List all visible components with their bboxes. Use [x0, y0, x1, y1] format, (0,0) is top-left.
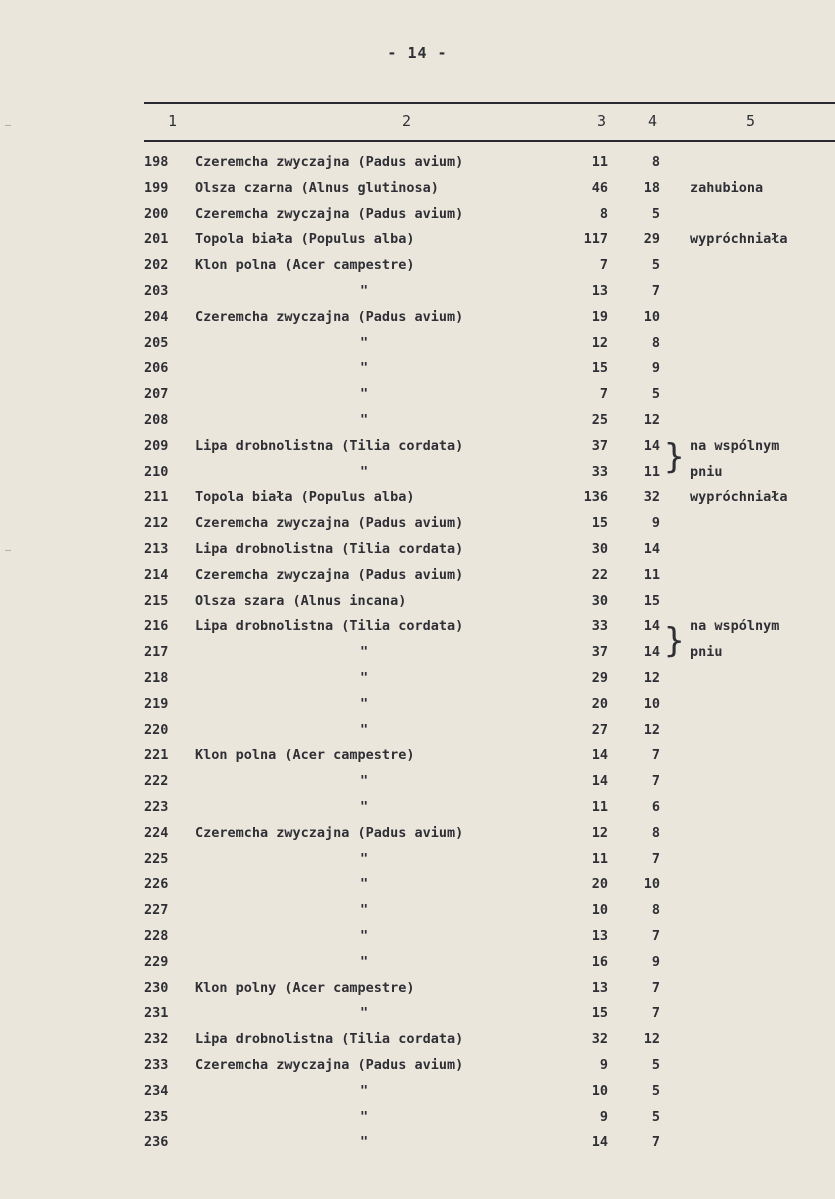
table-row — [0, 206, 835, 232]
ditto-mark: " — [360, 1082, 369, 1099]
ditto-mark: " — [360, 876, 369, 893]
remark: zahubiona — [690, 179, 764, 196]
row-number: 199 — [144, 179, 169, 196]
value-col3: 29 — [591, 670, 608, 686]
value-col4: 7 — [651, 979, 660, 996]
value-col4: 12 — [643, 670, 660, 686]
value-col3: 14 — [591, 1134, 608, 1151]
margin-mark: – — [5, 120, 12, 131]
table-row — [0, 154, 835, 180]
species-name: Olsza szara (Alnus incana) — [195, 592, 407, 609]
value-col3: 9 — [599, 1057, 608, 1073]
remark: wypróchniała — [690, 231, 788, 248]
value-col3: 10 — [591, 1082, 608, 1099]
table-row — [0, 335, 835, 361]
table-row — [0, 231, 835, 257]
value-col4: 5 — [651, 257, 660, 274]
value-col3: 32 — [591, 1031, 608, 1048]
value-col3: 20 — [591, 695, 608, 712]
table-row — [0, 1057, 835, 1083]
species-name: Czeremcha zwyczajna (Padus avium) — [195, 308, 464, 325]
value-col4: 15 — [643, 592, 660, 609]
value-col3: 22 — [591, 566, 608, 583]
table-header-rule — [144, 140, 835, 142]
value-col3: 20 — [591, 876, 608, 893]
ditto-mark: " — [360, 902, 369, 919]
table-row — [0, 180, 835, 206]
table-row — [0, 283, 835, 309]
row-number: 209 — [144, 437, 169, 454]
table-row — [0, 541, 835, 567]
value-col4: 12 — [643, 721, 660, 738]
row-number: 227 — [144, 902, 169, 919]
value-col4: 8 — [651, 334, 660, 351]
value-col4: 7 — [651, 1134, 660, 1151]
table-row — [0, 670, 835, 696]
value-col3: 15 — [591, 515, 608, 532]
row-number: 230 — [144, 979, 169, 996]
row-number: 212 — [144, 515, 169, 532]
ditto-mark: " — [360, 670, 369, 686]
ditto-mark: " — [360, 721, 369, 738]
row-number: 222 — [144, 773, 169, 790]
table-row — [0, 412, 835, 438]
row-number: 236 — [144, 1134, 169, 1151]
table-row — [0, 257, 835, 283]
species-name: Czeremcha zwyczajna (Padus avium) — [195, 824, 464, 841]
remark: na wspólnym — [690, 618, 780, 635]
row-number: 234 — [144, 1082, 169, 1099]
value-col4: 32 — [643, 489, 660, 506]
value-col4: 7 — [651, 773, 660, 790]
table-row — [0, 618, 835, 644]
remark: pniu — [690, 463, 723, 480]
table-row — [0, 593, 835, 619]
value-col4: 11 — [643, 566, 660, 583]
species-name: Klon polna (Acer campestre) — [195, 747, 415, 764]
table-row — [0, 954, 835, 980]
ditto-mark: " — [360, 360, 369, 377]
species-name: Klon polna (Acer campestre) — [195, 257, 415, 274]
row-number: 218 — [144, 670, 169, 686]
value-col3: 37 — [591, 437, 608, 454]
table-row — [0, 1109, 835, 1135]
row-number: 232 — [144, 1031, 169, 1048]
value-col3: 37 — [591, 644, 608, 661]
row-number: 214 — [144, 566, 169, 583]
table-row — [0, 773, 835, 799]
value-col3: 30 — [591, 592, 608, 609]
value-col3: 7 — [599, 386, 608, 403]
table-row — [0, 825, 835, 851]
value-col4: 12 — [643, 412, 660, 428]
table-row — [0, 902, 835, 928]
ditto-mark: " — [360, 850, 369, 867]
row-number: 207 — [144, 386, 169, 403]
value-col3: 11 — [591, 850, 608, 867]
value-col4: 7 — [651, 928, 660, 944]
row-number: 216 — [144, 618, 169, 635]
table-row — [0, 696, 835, 722]
brace-icon: } — [664, 621, 685, 661]
row-number: 198 — [144, 154, 169, 170]
value-col3: 13 — [591, 928, 608, 944]
value-col3: 13 — [591, 283, 608, 299]
value-col4: 10 — [643, 876, 660, 893]
row-number: 205 — [144, 334, 169, 351]
value-col4: 9 — [651, 515, 660, 532]
table-row — [0, 515, 835, 541]
value-col3: 15 — [591, 1005, 608, 1022]
value-col4: 10 — [643, 308, 660, 325]
value-col4: 5 — [651, 386, 660, 403]
value-col4: 5 — [651, 1108, 660, 1125]
row-number: 235 — [144, 1108, 169, 1125]
value-col3: 9 — [599, 1108, 608, 1125]
species-name: Topola biała (Populus alba) — [195, 231, 415, 248]
value-col3: 13 — [591, 979, 608, 996]
ditto-mark: " — [360, 928, 369, 944]
column-header-4: 4 — [648, 112, 658, 130]
row-number: 229 — [144, 953, 169, 970]
species-name: Klon polny (Acer campestre) — [195, 979, 415, 996]
table-row — [0, 799, 835, 825]
species-name: Lipa drobnolistna (Tilia cordata) — [195, 1031, 464, 1048]
value-col4: 10 — [643, 695, 660, 712]
table-row — [0, 1031, 835, 1057]
species-name: Lipa drobnolistna (Tilia cordata) — [195, 541, 464, 557]
value-col4: 12 — [643, 1031, 660, 1048]
row-number: 208 — [144, 412, 169, 428]
table-row — [0, 438, 835, 464]
value-col3: 14 — [591, 747, 608, 764]
value-col4: 14 — [643, 437, 660, 454]
column-header-3: 3 — [597, 112, 607, 130]
species-name: Czeremcha zwyczajna (Padus avium) — [195, 205, 464, 222]
table-row — [0, 386, 835, 412]
value-col4: 8 — [651, 824, 660, 841]
value-col3: 27 — [591, 721, 608, 738]
table-row — [0, 567, 835, 593]
value-col3: 25 — [591, 412, 608, 428]
value-col4: 7 — [651, 283, 660, 299]
ditto-mark: " — [360, 799, 369, 815]
remark: na wspólnym — [690, 437, 780, 454]
ditto-mark: " — [360, 1108, 369, 1125]
row-number: 228 — [144, 928, 169, 944]
species-name: Czeremcha zwyczajna (Padus avium) — [195, 154, 464, 170]
value-col3: 11 — [591, 799, 608, 815]
ditto-mark: " — [360, 386, 369, 403]
value-col3: 30 — [591, 541, 608, 557]
value-col4: 8 — [651, 902, 660, 919]
species-name: Lipa drobnolistna (Tilia cordata) — [195, 437, 464, 454]
value-col3: 117 — [583, 231, 608, 248]
value-col3: 7 — [599, 257, 608, 274]
row-number: 215 — [144, 592, 169, 609]
row-number: 211 — [144, 489, 169, 506]
value-col4: 9 — [651, 360, 660, 377]
row-number: 203 — [144, 283, 169, 299]
value-col4: 5 — [651, 1082, 660, 1099]
brace-icon: } — [664, 437, 685, 477]
value-col3: 11 — [591, 154, 608, 170]
value-col3: 46 — [591, 179, 608, 196]
row-number: 231 — [144, 1005, 169, 1022]
value-col4: 7 — [651, 1005, 660, 1022]
value-col4: 9 — [651, 953, 660, 970]
ditto-mark: " — [360, 773, 369, 790]
remark: wypróchniała — [690, 489, 788, 506]
species-name: Czeremcha zwyczajna (Padus avium) — [195, 515, 464, 532]
row-number: 204 — [144, 308, 169, 325]
row-number: 223 — [144, 799, 169, 815]
table-row — [0, 464, 835, 490]
ditto-mark: " — [360, 953, 369, 970]
column-header-5: 5 — [746, 112, 756, 130]
table-row — [0, 876, 835, 902]
ditto-mark: " — [360, 334, 369, 351]
table-row — [0, 309, 835, 335]
ditto-mark: " — [360, 695, 369, 712]
row-number: 219 — [144, 695, 169, 712]
remark: pniu — [690, 644, 723, 661]
row-number: 233 — [144, 1057, 169, 1073]
row-number: 217 — [144, 644, 169, 661]
value-col3: 19 — [591, 308, 608, 325]
column-header-2: 2 — [402, 112, 412, 130]
column-header-1: 1 — [168, 112, 178, 130]
value-col3: 33 — [591, 463, 608, 480]
row-number: 210 — [144, 463, 169, 480]
row-number: 206 — [144, 360, 169, 377]
value-col3: 8 — [599, 205, 608, 222]
table-row — [0, 489, 835, 515]
row-number: 224 — [144, 824, 169, 841]
species-name: Czeremcha zwyczajna (Padus avium) — [195, 566, 464, 583]
value-col3: 12 — [591, 824, 608, 841]
value-col4: 29 — [643, 231, 660, 248]
value-col4: 7 — [651, 850, 660, 867]
ditto-mark: " — [360, 463, 369, 480]
species-name: Olsza czarna (Alnus glutinosa) — [195, 179, 439, 196]
ditto-mark: " — [360, 412, 369, 428]
row-number: 200 — [144, 205, 169, 222]
value-col4: 18 — [643, 179, 660, 196]
table-row — [0, 1083, 835, 1109]
table-row — [0, 980, 835, 1006]
value-col3: 15 — [591, 360, 608, 377]
table-row — [0, 360, 835, 386]
value-col4: 7 — [651, 747, 660, 764]
species-name: Topola biała (Populus alba) — [195, 489, 415, 506]
ditto-mark: " — [360, 1005, 369, 1022]
table-row — [0, 928, 835, 954]
margin-mark: – — [5, 545, 12, 556]
row-number: 220 — [144, 721, 169, 738]
value-col3: 12 — [591, 334, 608, 351]
value-col4: 5 — [651, 1057, 660, 1073]
value-col3: 33 — [591, 618, 608, 635]
species-name: Czeremcha zwyczajna (Padus avium) — [195, 1057, 464, 1073]
value-col3: 136 — [583, 489, 608, 506]
table-row — [0, 851, 835, 877]
ditto-mark: " — [360, 644, 369, 661]
table-row — [0, 1134, 835, 1160]
ditto-mark: " — [360, 283, 369, 299]
row-number: 221 — [144, 747, 169, 764]
table-row — [0, 1005, 835, 1031]
value-col4: 11 — [643, 463, 660, 480]
table-row — [0, 722, 835, 748]
row-number: 213 — [144, 541, 169, 557]
value-col4: 8 — [651, 154, 660, 170]
page-number: - 14 - — [387, 44, 448, 62]
value-col3: 10 — [591, 902, 608, 919]
table-top-rule — [144, 102, 835, 104]
row-number: 201 — [144, 231, 169, 248]
value-col3: 14 — [591, 773, 608, 790]
value-col4: 14 — [643, 644, 660, 661]
row-number: 225 — [144, 850, 169, 867]
ditto-mark: " — [360, 1134, 369, 1151]
table-row — [0, 644, 835, 670]
row-number: 226 — [144, 876, 169, 893]
value-col4: 14 — [643, 541, 660, 557]
species-name: Lipa drobnolistna (Tilia cordata) — [195, 618, 464, 635]
table-row — [0, 747, 835, 773]
value-col4: 6 — [651, 799, 660, 815]
value-col4: 14 — [643, 618, 660, 635]
value-col4: 5 — [651, 205, 660, 222]
value-col3: 16 — [591, 953, 608, 970]
row-number: 202 — [144, 257, 169, 274]
